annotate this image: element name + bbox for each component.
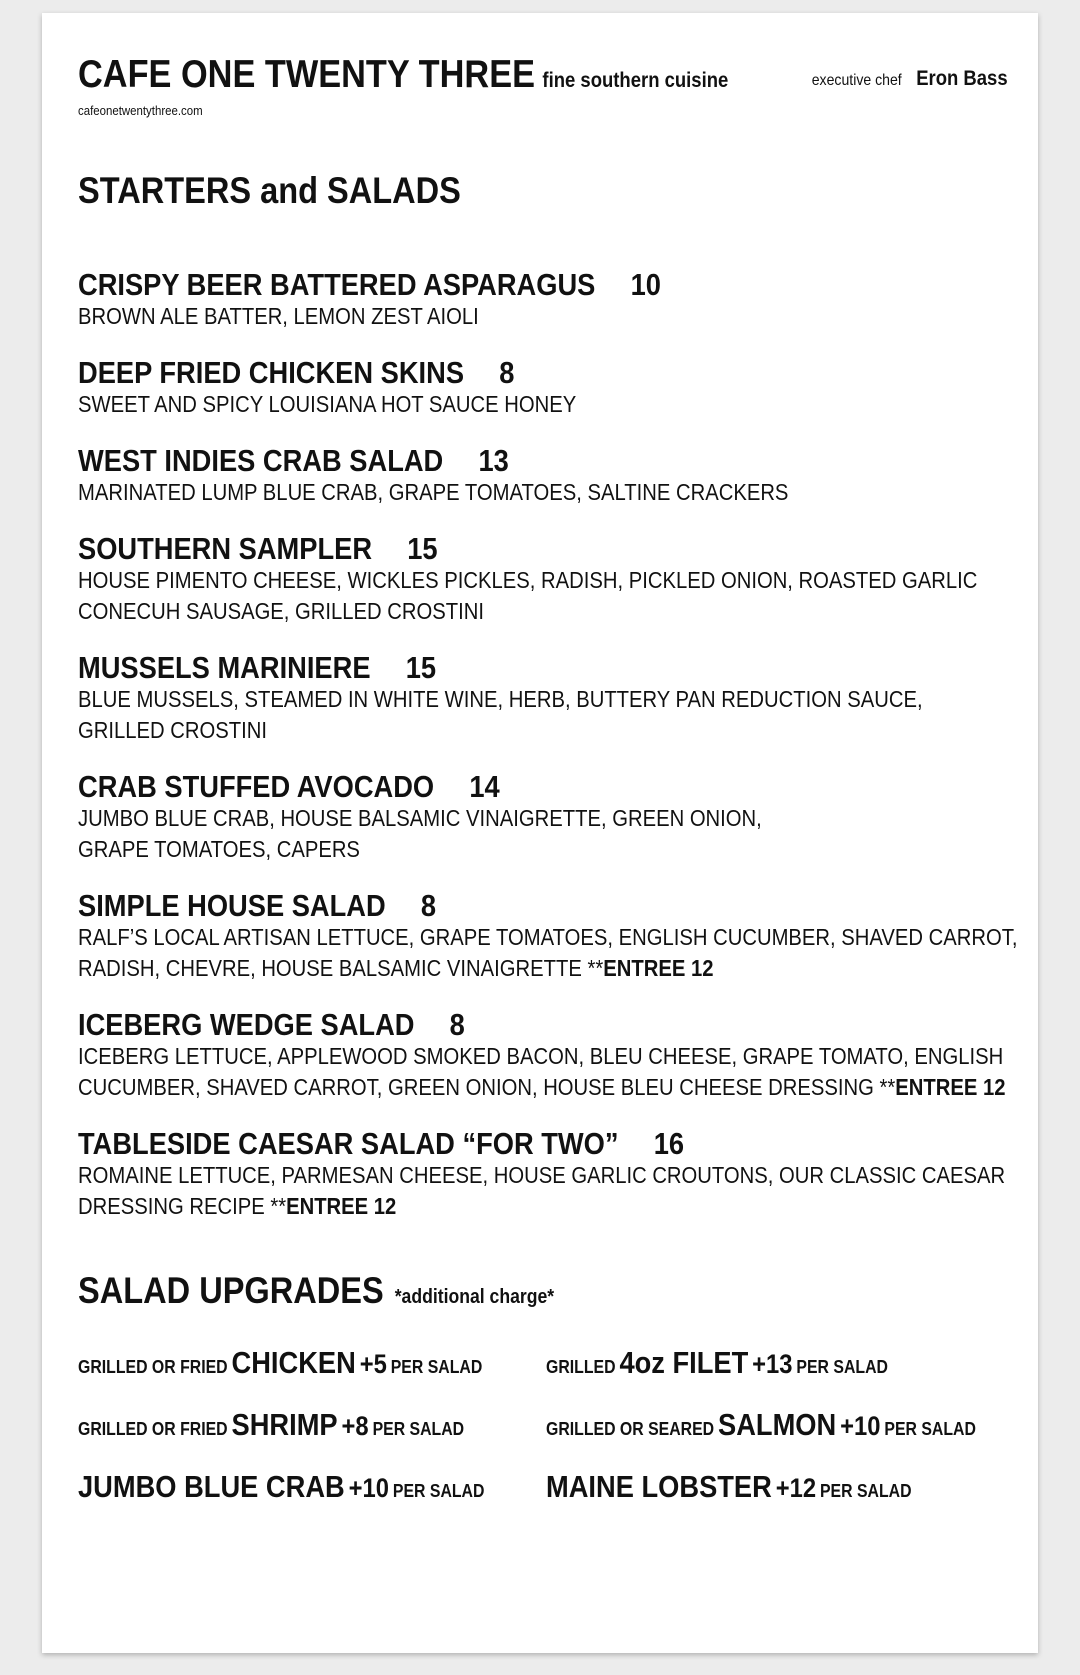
menu-item-description [78,953,1008,984]
description-text: MARINATED LUMP BLUE CRAB, GRAPE TOMATOES, SALTINE CRACKERS [78,479,789,505]
menu-item-name: SOUTHERN SAMPLER [78,531,373,566]
menu-item-description [78,477,1008,508]
upgrade-unit: PER SALAD [819,1481,912,1501]
description-text: GRAPE TOMATOES, CAPERS [78,836,360,862]
menu-item-heading [78,444,1008,477]
upgrades-header [78,1270,1008,1312]
menu-item-description [78,389,1008,420]
upgrade-prep: GRILLED OR FRIED [78,1357,228,1377]
menu-item-name: CRAB STUFFED AVOCADO [78,769,435,804]
upgrades-list [78,1344,1008,1506]
upgrade-price: +12 [775,1473,817,1503]
upgrade-unit: PER SALAD [372,1419,465,1439]
menu-item [78,1127,1008,1222]
menu-item-price: 10 [630,267,661,302]
description-text: BROWN ALE BATTER, LEMON ZEST AIOLI [78,303,479,329]
upgrade-name: 4oz FILET [619,1345,749,1380]
menu-item [78,268,1008,332]
upgrade-price: +8 [341,1411,369,1441]
upgrade-name: CHICKEN [231,1345,356,1380]
restaurant-name: CAFE ONE TWENTY THREE [78,53,535,96]
upgrade-item [546,1468,1006,1506]
menu-item-price: 8 [420,888,437,923]
upgrade-prep: GRILLED OR FRIED [78,1419,228,1439]
menu-item-description [78,1191,1008,1222]
menu-item-description [78,922,1018,953]
menu-item-description [78,1072,1008,1103]
upgrade-price: +13 [752,1349,793,1379]
menu-content [78,53,1018,1506]
website-link[interactable]: cafeonetwentythree.com [78,103,203,118]
description-text: BLUE MUSSELS, STEAMED IN WHITE WINE, HERB, BUTTERY PAN REDUCTION SAUCE, [78,686,923,712]
upgrade-name: MAINE LOBSTER [546,1469,772,1504]
entree-price: ENTREE 12 [603,955,714,981]
upgrade-prep: GRILLED [546,1357,616,1377]
description-text: HOUSE PIMENTO CHEESE, WICKLES PICKLES, RADISH, PICKLED ONION, ROASTED GARLIC [78,567,978,593]
menu-item [78,770,1008,865]
upgrade-item [546,1344,1006,1382]
menu-item-price: 13 [478,443,509,478]
upgrades-note: *additional charge* [394,1286,555,1308]
menu-item-name: MUSSELS MARINIERE [78,650,371,685]
upgrade-name: SALMON [718,1407,837,1442]
menu-item [78,356,1008,420]
upgrade-unit: PER SALAD [392,1481,485,1501]
upgrade-name: JUMBO BLUE CRAB [78,1469,345,1504]
menu-item-description [78,596,1008,627]
menu-item-heading [78,1127,1008,1160]
upgrade-item [78,1344,546,1382]
upgrade-unit: PER SALAD [796,1357,888,1377]
menu-item-name: DEEP FRIED CHICKEN SKINS [78,355,465,390]
description-text: CUCUMBER, SHAVED CARROT, GREEN ONION, HOUSE BLEU CHEESE DRESSING ** [78,1074,896,1100]
menu-item-description [78,715,1008,746]
menu-item-price: 8 [499,355,515,390]
menu-item-price: 14 [469,769,500,804]
chef-label: executive chef [812,72,903,89]
description-text: RADISH, CHEVRE, HOUSE BALSAMIC VINAIGRETTE ** [78,955,604,981]
menu-header [78,53,1008,101]
upgrade-item [78,1468,546,1506]
menu-item-description [78,301,1008,332]
description-text: RALF’S LOCAL ARTISAN LETTUCE, GRAPE TOMATOES, ENGLISH CUCUMBER, SHAVED CARROT, [78,924,1018,950]
upgrade-price: +10 [840,1411,881,1441]
description-text: JUMBO BLUE CRAB, HOUSE BALSAMIC VINAIGRETTE, GREEN ONION, [78,805,762,831]
menu-item [78,532,1008,627]
menu-item-list [78,267,1018,1222]
menu-page [42,13,1038,1653]
menu-item-description [78,684,1008,715]
menu-item-heading [78,889,1008,922]
menu-item-description [78,803,1008,834]
menu-item-heading [78,651,1008,684]
menu-item-name: SIMPLE HOUSE SALAD [78,888,386,923]
menu-item-name: CRISPY BEER BATTERED ASPARAGUS [78,267,596,302]
description-text: ROMAINE LETTUCE, PARMESAN CHEESE, HOUSE GARLIC CROUTONS, OUR CLASSIC CAESAR [78,1162,1006,1188]
menu-item-price: 8 [449,1007,465,1042]
menu-item-price: 15 [405,650,437,685]
menu-item-name: WEST INDIES CRAB SALAD [78,443,444,478]
upgrade-name: SHRIMP [231,1407,338,1442]
menu-item-heading [78,532,1008,565]
upgrade-unit: PER SALAD [390,1357,483,1377]
description-text: ICEBERG LETTUCE, APPLEWOOD SMOKED BACON, BLEU CHEESE, GRAPE TOMATO, ENGLISH [78,1043,1004,1069]
menu-item-description [78,1041,1008,1072]
menu-item-name: ICEBERG WEDGE SALAD [78,1007,415,1042]
menu-item-price: 15 [407,531,438,566]
menu-item [78,888,1018,984]
chef-credit [785,67,1008,91]
menu-item-description [78,565,1008,596]
upgrade-unit: PER SALAD [884,1419,976,1439]
entree-price: ENTREE 12 [286,1193,397,1219]
upgrade-price: +10 [348,1473,389,1503]
description-text: CONECUH SAUSAGE, GRILLED CROSTINI [78,598,484,624]
menu-item [78,1008,1008,1103]
upgrade-item [546,1406,1006,1444]
description-text: DRESSING RECIPE ** [78,1193,287,1219]
upgrade-item [78,1406,546,1444]
chef-name: Eron Bass [916,67,1008,90]
menu-item [78,651,1008,746]
menu-item-heading [78,356,1008,389]
menu-item-name: TABLESIDE CAESAR SALAD “FOR TWO” [78,1126,619,1161]
menu-item [78,444,1008,508]
menu-item-description [78,834,1008,865]
upgrade-price: +5 [359,1349,387,1379]
menu-item-heading [78,770,1008,803]
upgrade-prep: GRILLED OR SEARED [546,1419,715,1439]
menu-item-price: 16 [653,1126,685,1161]
menu-item-heading [78,268,1008,301]
upgrades-title: SALAD UPGRADES [78,1270,384,1311]
menu-item-description [78,1160,1008,1191]
section-title: STARTERS and SALADS [78,170,461,211]
description-text: GRILLED CROSTINI [78,717,267,743]
description-text: SWEET AND SPICY LOUISIANA HOT SAUCE HONEY [78,391,577,417]
menu-item-heading [78,1008,1008,1041]
tagline: fine southern cuisine [542,69,729,92]
entree-price: ENTREE 12 [895,1074,1006,1100]
